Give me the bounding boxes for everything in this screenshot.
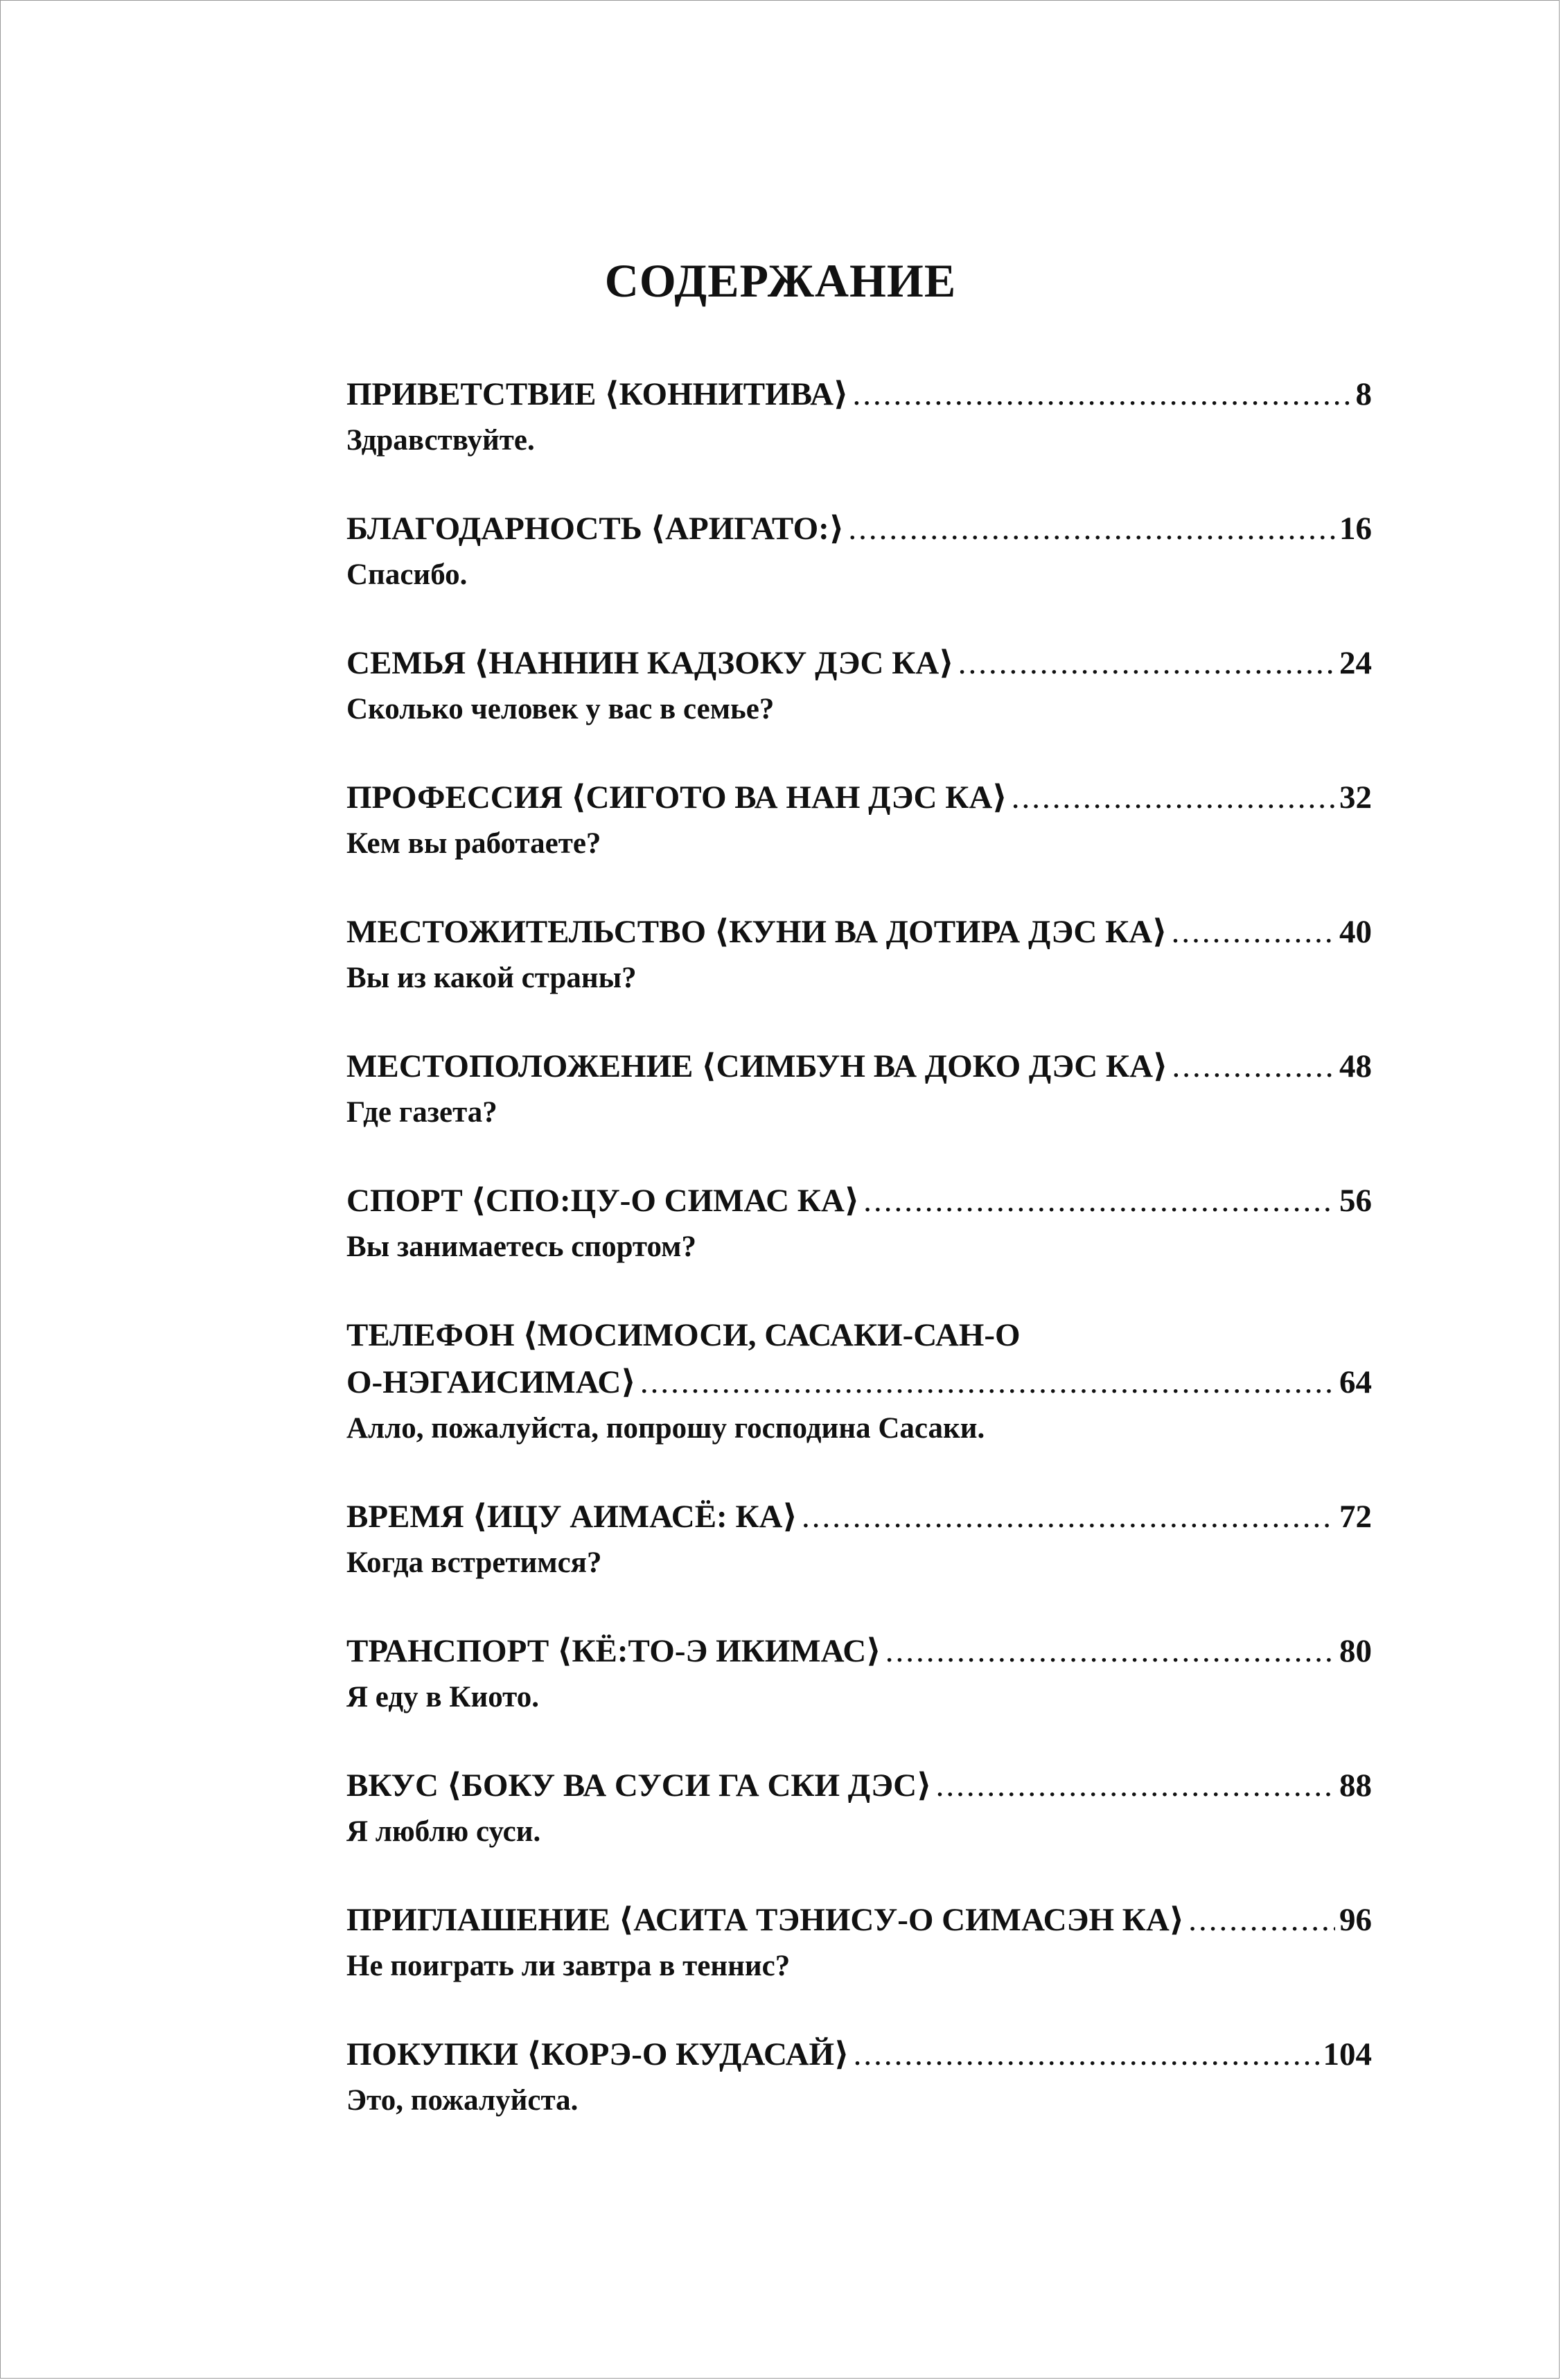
toc-entry-line <box>346 774 1372 821</box>
toc-entry-subtitle: Кем вы работаете? <box>346 827 601 860</box>
toc-entry-subtitle: Вы занимаетесь спортом? <box>346 1231 696 1263</box>
toc-leader-dots <box>1172 1043 1336 1090</box>
toc-leader-dots <box>863 1177 1335 1224</box>
table-of-contents <box>346 371 1372 2165</box>
toc-page-number: 48 <box>1339 1048 1372 1084</box>
toc-page-number: 72 <box>1339 1499 1372 1535</box>
toc-entry-title: ВКУС ⟨БОКУ ВА СУСИ ГА СКИ ДЭС⟩ <box>346 1768 932 1804</box>
toc-leader-dots <box>1012 774 1335 821</box>
toc-entry-line <box>346 1762 1372 1809</box>
toc-entry-subtitle: Где газета? <box>346 1096 497 1129</box>
toc-entry[interactable] <box>346 1312 1372 1452</box>
toc-entry[interactable] <box>346 1896 1372 1989</box>
toc-entry-line <box>346 2031 1372 2078</box>
toc-entry-subtitle: Здравствуйте. <box>346 424 535 457</box>
toc-entry[interactable] <box>346 908 1372 1001</box>
toc-entry-title: ПРИВЕТСТВИЕ ⟨КОННИТИВА⟩ <box>346 376 849 412</box>
toc-entry-line <box>346 1043 1372 1090</box>
toc-entry-subtitle: Это, пожалуйста. <box>346 2084 579 2117</box>
toc-entry-title-first-line: ТЕЛЕФОН ⟨МОСИМОСИ, САСАКИ-САН-О <box>346 1317 1021 1353</box>
toc-page-number: 24 <box>1339 645 1372 681</box>
toc-entry-subtitle: Я еду в Киото. <box>346 1681 539 1713</box>
toc-leader-dots <box>885 1628 1335 1675</box>
toc-leader-dots <box>1188 1896 1335 1943</box>
toc-entry[interactable] <box>346 1762 1372 1855</box>
toc-entry-line <box>346 1177 1372 1224</box>
toc-entry-title: ПОКУПКИ ⟨КОРЭ-О КУДАСАЙ⟩ <box>346 2036 849 2072</box>
toc-entry-line <box>346 640 1372 687</box>
toc-page-number: 16 <box>1339 511 1372 547</box>
toc-entry-line <box>346 371 1372 418</box>
toc-entry-subtitle: Сколько человек у вас в семье? <box>346 693 775 725</box>
toc-leader-dots <box>854 2031 1319 2078</box>
toc-page-number: 40 <box>1339 914 1372 950</box>
toc-entry-title: О-НЭГАИСИМАС⟩ <box>346 1364 636 1400</box>
toc-entry-subtitle: Вы из какой страны? <box>346 962 637 994</box>
toc-entry-line <box>346 1359 1372 1406</box>
toc-entry-title: ВРЕМЯ ⟨ИЦУ АИМАСЁ: КА⟩ <box>346 1499 797 1535</box>
toc-entry[interactable] <box>346 505 1372 598</box>
toc-leader-dots <box>640 1359 1335 1406</box>
toc-entry[interactable] <box>346 774 1372 867</box>
page-title: СОДЕРЖАНИЕ <box>604 254 957 307</box>
toc-page-number: 32 <box>1339 779 1372 816</box>
toc-entry-subtitle: Не поиграть ли завтра в теннис? <box>346 1950 791 1982</box>
toc-entry-title: СЕМЬЯ ⟨НАННИН КАДЗОКУ ДЭС КА⟩ <box>346 645 954 681</box>
toc-entry-line <box>346 1628 1372 1675</box>
toc-page-number: 104 <box>1323 2036 1372 2072</box>
toc-entry[interactable] <box>346 1043 1372 1136</box>
toc-entry[interactable] <box>346 2031 1372 2124</box>
toc-entry-title: ПРОФЕССИЯ ⟨СИГОТО ВА НАН ДЭС КА⟩ <box>346 779 1007 816</box>
toc-leader-dots <box>1172 908 1335 955</box>
toc-entry-title: БЛАГОДАРНОСТЬ ⟨АРИГАТО:⟩ <box>346 511 845 547</box>
toc-entry-title: ПРИГЛАШЕНИЕ ⟨АСИТА ТЭНИСУ-О СИМАСЭН КА⟩ <box>346 1902 1185 1938</box>
toc-entry[interactable] <box>346 371 1372 464</box>
toc-entry-line <box>346 908 1372 955</box>
toc-entry-title: СПОРТ ⟨СПО:ЦУ-О СИМАС КА⟩ <box>346 1183 860 1219</box>
toc-leader-dots <box>802 1493 1335 1540</box>
toc-entry-subtitle: Я люблю суси. <box>346 1815 541 1848</box>
toc-entry[interactable] <box>346 1493 1372 1586</box>
toc-entry-subtitle: Спасибо. <box>346 558 468 591</box>
toc-entry-title: МЕСТОЖИТЕЛЬСТВО ⟨КУНИ ВА ДОТИРА ДЭС КА⟩ <box>346 914 1167 950</box>
toc-entry[interactable] <box>346 640 1372 732</box>
toc-leader-dots <box>958 640 1335 687</box>
toc-entry-line <box>346 1493 1372 1540</box>
toc-entry[interactable] <box>346 1177 1372 1270</box>
toc-page-number: 80 <box>1339 1633 1372 1669</box>
toc-page-number: 64 <box>1339 1364 1372 1400</box>
toc-page-number: 8 <box>1355 376 1372 412</box>
toc-leader-dots <box>853 371 1352 418</box>
toc-entry-title: ТРАНСПОРТ ⟨КЁ:ТО-Э ИКИМАС⟩ <box>346 1633 881 1669</box>
toc-entry-title: МЕСТОПОЛОЖЕНИЕ ⟨СИМБУН ВА ДОКО ДЭС КА⟩ <box>346 1048 1168 1084</box>
toc-entry-subtitle: Когда встретимся? <box>346 1546 602 1579</box>
toc-page-number: 96 <box>1339 1902 1372 1938</box>
toc-page-number: 56 <box>1339 1183 1372 1219</box>
toc-entry[interactable] <box>346 1628 1372 1720</box>
toc-entry-line <box>346 505 1372 552</box>
toc-page-number: 88 <box>1339 1768 1372 1804</box>
toc-entry-line <box>346 1896 1372 1943</box>
toc-entry-subtitle: Алло, пожалуйста, попрошу господина Сасаки. <box>346 1412 985 1445</box>
toc-leader-dots <box>936 1762 1335 1809</box>
toc-leader-dots <box>848 505 1335 552</box>
